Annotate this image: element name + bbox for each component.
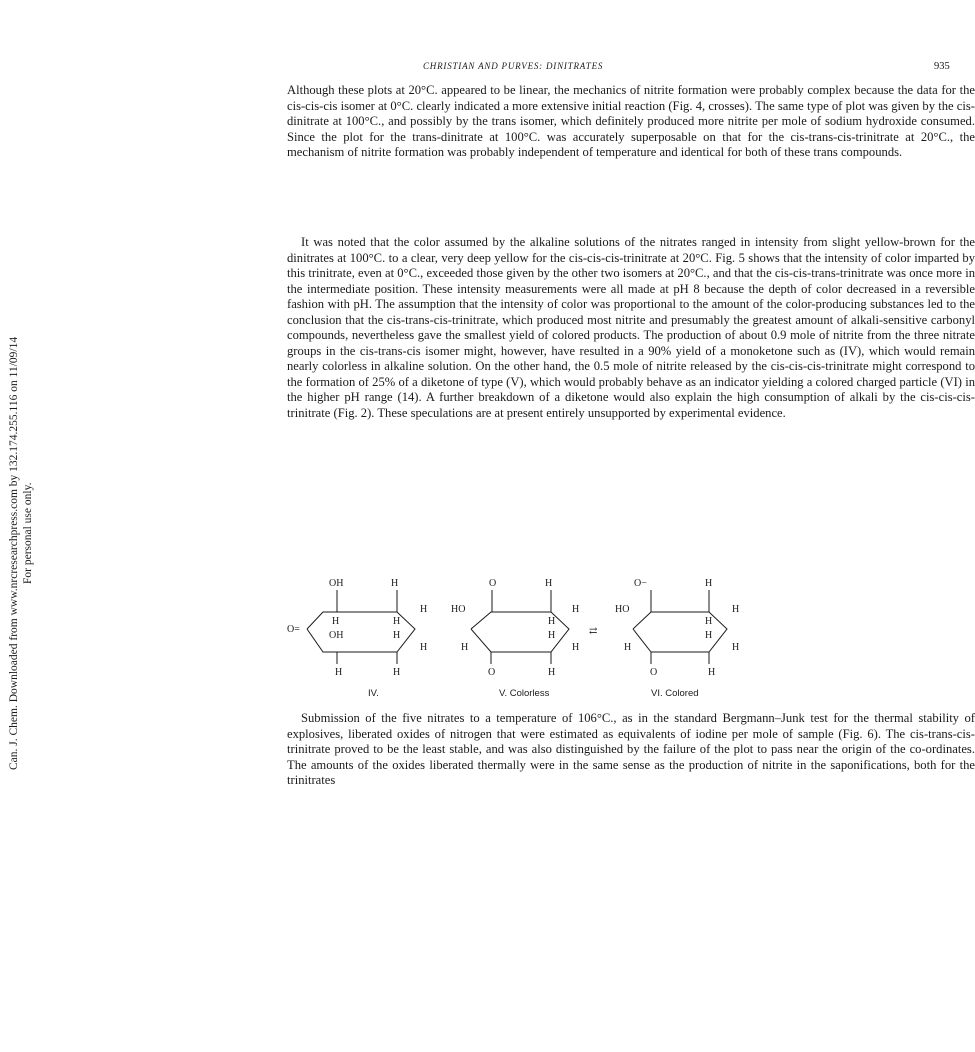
v-ho: HO bbox=[451, 604, 466, 615]
vi-o-bottom: O bbox=[650, 667, 658, 678]
iv-oxo: O= bbox=[287, 624, 300, 635]
page-number: 935 bbox=[934, 61, 950, 72]
vi-h-bottom: H bbox=[708, 667, 716, 678]
structure-v bbox=[451, 578, 579, 699]
vi-ho: HO bbox=[615, 604, 630, 615]
iv-h-right-upper: H bbox=[393, 616, 401, 627]
vi-h-right-lower: H bbox=[705, 630, 713, 641]
iv-oh-left-lower: OH bbox=[329, 630, 344, 641]
paragraph-1: Although these plots at 20°C. appeared to be linear, the mechanics of nitrite formation were probably complex because the data for the cis-cis-cis isomer at 0°C. clearly indicated a more extensive initial reaction (Fig. 4, crosses). The same type of plot was given by the cis-dinitrate at 100°C., and possibly by the trans isomer, which definitely produced more nitrite per mole of sodium hydroxide consumed. Since the plot for the trans-dinitrate at 100°C. was accurately superposable on that for the cis-trans-cis-trinitrate at 20°C., the mechanism of nitrite formation was probably independent of temperature and identical for both of these trans compounds. bbox=[287, 83, 975, 159]
iv-h-right-lower: H bbox=[393, 630, 401, 641]
caption-v: V. Colorless bbox=[499, 688, 550, 699]
structure-vi bbox=[615, 578, 739, 699]
structure-iv bbox=[287, 578, 427, 699]
vi-h-right-1: H bbox=[732, 604, 740, 615]
vi-h-right-2: H bbox=[732, 642, 740, 653]
paragraph-2: It was noted that the color assumed by the alkaline solutions of the nitrates ranged in intensity from slight yellow-brown for the dinitrates at 100°C. to a clear, very deep yellow for the cis-cis-cis-trinitrate at 20°C. Fig. 5 shows that the intensity of color imparted by this trinitrate, even at 0°C., exceeded those given by the other two isomers at 20°C., and that the cis-cis-trans-trinitrate was once more in the intermediate position. These intensity measurements were all made at pH 8 because the depth of color decreased in a reversible fashion with pH. The assumption that the intensity of color was proportional to the amount of the color-producing substances led to the conclusion that the cis-trans-cis-trinitrate, which produced most nitrite and presumably the greatest amount of alkali-sensitive carbonyl compounds, nevertheless gave the smallest yield of colored products. The production of about 0.9 mole of nitrite from the three nitrate groups in the cis-trans-cis isomer might, however, have resulted in a 90% yield of a monoketone such as (IV), which would remain nearly colorless in alkaline solution. On the other hand, the 0.5 mole of nitrite released by the cis-cis-cis-trinitrate might correspond to the formation of 25% of a diketone of type (V), which would probably behave as an indicator yielding a colored charged particle (VI) in the higher pH range (14). A further breakdown of a diketone would also explain the high consumption of alkali by the cis-cis-cis-trinitrate (Fig. 2). These speculations are at present entirely unsupported by experimental evidence. bbox=[287, 235, 975, 420]
vi-h-top: H bbox=[705, 578, 713, 589]
v-h-top: H bbox=[545, 578, 553, 589]
v-h-right-1: H bbox=[572, 604, 580, 615]
v-h-right-lower: H bbox=[548, 630, 556, 641]
v-h-right-upper: H bbox=[548, 616, 556, 627]
paragraph-3: Submission of the five nitrates to a temperature of 106°C., as in the standard Bergmann–Junk test for the thermal stability of explosives, liberated oxides of nitrogen that were estimated as equivalents of iodine per mole of sample (Fig. 6). The cis-trans-cis-trinitrate proved to be the least stable, and was also distinguished by the failure of the plot to pass near the origin of the co-ordinates. The amounts of the oxides liberated thermally were in the same sense as the production of nitrite in the saponifications, both for the trinitrates bbox=[287, 711, 975, 787]
v-o-bottom: O bbox=[488, 667, 496, 678]
iv-oh-top: OH bbox=[329, 578, 344, 589]
caption-vi: VI. Colored bbox=[651, 688, 699, 699]
iv-h-right-1: H bbox=[420, 604, 428, 615]
iv-h-top: H bbox=[391, 578, 399, 589]
v-h-left: H bbox=[461, 642, 469, 653]
personal-use-notice: For personal use only. bbox=[22, 482, 34, 584]
structural-formulas-figure bbox=[285, 572, 745, 702]
iv-h-right-2: H bbox=[420, 642, 428, 653]
equilibrium-arrow: ⇄ bbox=[589, 626, 598, 637]
v-h-bottom: H bbox=[548, 667, 556, 678]
running-head: CHRISTIAN AND PURVES: DINITRATES bbox=[423, 61, 604, 71]
download-watermark bbox=[0, 0, 40, 1052]
caption-iv: IV. bbox=[368, 688, 379, 699]
vi-o-minus-top: O− bbox=[634, 578, 647, 589]
vi-h-left: H bbox=[624, 642, 632, 653]
v-o-top: O bbox=[489, 578, 497, 589]
iv-h-left-upper: H bbox=[332, 616, 340, 627]
iv-h-bottom-left: H bbox=[335, 667, 343, 678]
download-notice: Can. J. Chem. Downloaded from www.nrcresearchpress.com by 132.174.255.116 on 11/09/14 bbox=[8, 336, 20, 770]
iv-h-bottom-right: H bbox=[393, 667, 401, 678]
vi-h-right-upper: H bbox=[705, 616, 713, 627]
v-h-right-2: H bbox=[572, 642, 580, 653]
